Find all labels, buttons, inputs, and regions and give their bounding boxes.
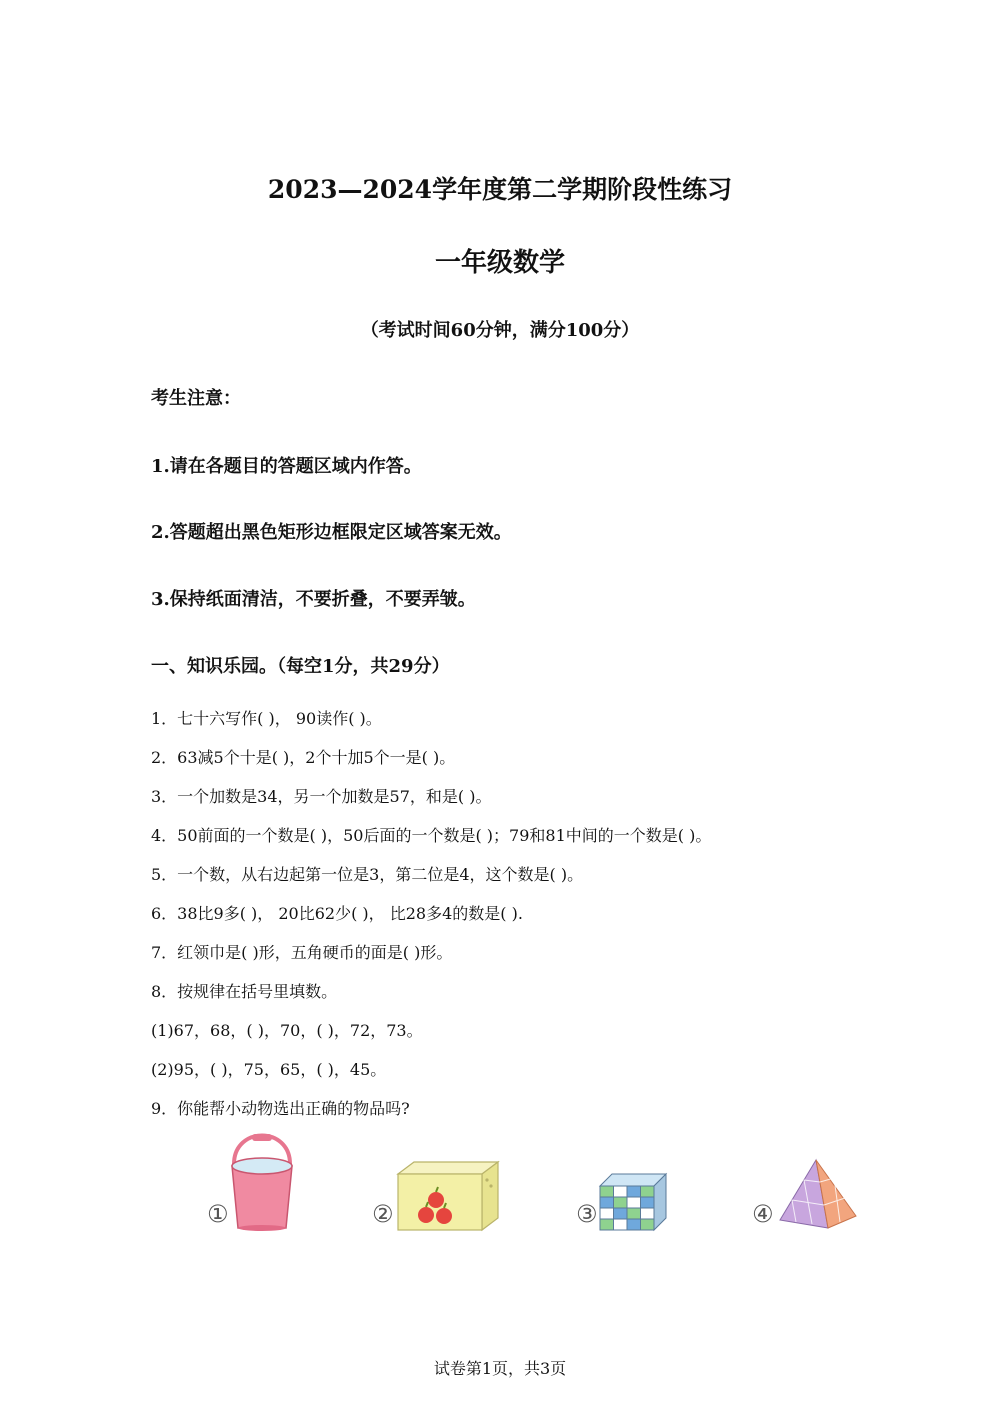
pyramid-icon (778, 1158, 858, 1230)
question-5: 5．一个数，从右边起第一位是3，第二位是4，这个数是( )。 (151, 865, 584, 884)
question-8: 8．按规律在括号里填数。 (151, 982, 338, 1001)
document-subtitle: 一年级数学 (434, 248, 565, 278)
figure-label-4: ④ (752, 1200, 774, 1228)
notice-item: 2.答题超出黑色矩形边框限定区域答案无效。 (151, 522, 512, 543)
section-heading: 一、知识乐园。（每空1分，共29分） (151, 656, 450, 677)
question-3: 3．一个加数是34，另一个加数是57，和是( )。 (151, 787, 492, 806)
notice-item: 1.请在各题目的答题区域内作答。 (151, 456, 422, 477)
question-1: 1．七十六写作( )， 90读作( )。 (151, 709, 382, 728)
question-7: 7．红领巾是( )形，五角硬币的面是( )形。 (151, 943, 453, 962)
question-4: 4．50前面的一个数是( )，50后面的一个数是( )；79和81中间的一个数是( )。 (151, 826, 712, 845)
page-footer: 试卷第1页，共3页 (433, 1359, 567, 1378)
question-6: 6．38比9多( )， 20比62少( )， 比28多4的数是( ). (151, 904, 523, 923)
question-9: 9．你能帮小动物选出正确的物品吗? (151, 1099, 410, 1118)
bucket-icon (224, 1132, 304, 1232)
box-with-apples-icon (396, 1160, 500, 1232)
figure-label-2: ② (372, 1200, 394, 1228)
document-title: 2023—2024学年度第二学期阶段性练习 (267, 175, 733, 204)
notice-item: 3.保持纸面清洁，不要折叠，不要弄皱。 (151, 589, 476, 610)
question-8-part-2: (2)95，( )，75，65，( )，45。 (151, 1060, 387, 1079)
exam-info: （考试时间60分钟，满分100分） (360, 320, 640, 341)
notice-heading: 考生注意： (151, 388, 241, 409)
figure-label-1: ① (207, 1200, 229, 1228)
question-8-part-1: (1)67，68，( )，70，( )，72，73。 (151, 1021, 423, 1040)
question-2: 2．63减5个十是( )，2个十加5个一是( )。 (151, 748, 456, 767)
figure-label-3: ③ (576, 1200, 598, 1228)
rubiks-cube-icon (598, 1172, 670, 1232)
